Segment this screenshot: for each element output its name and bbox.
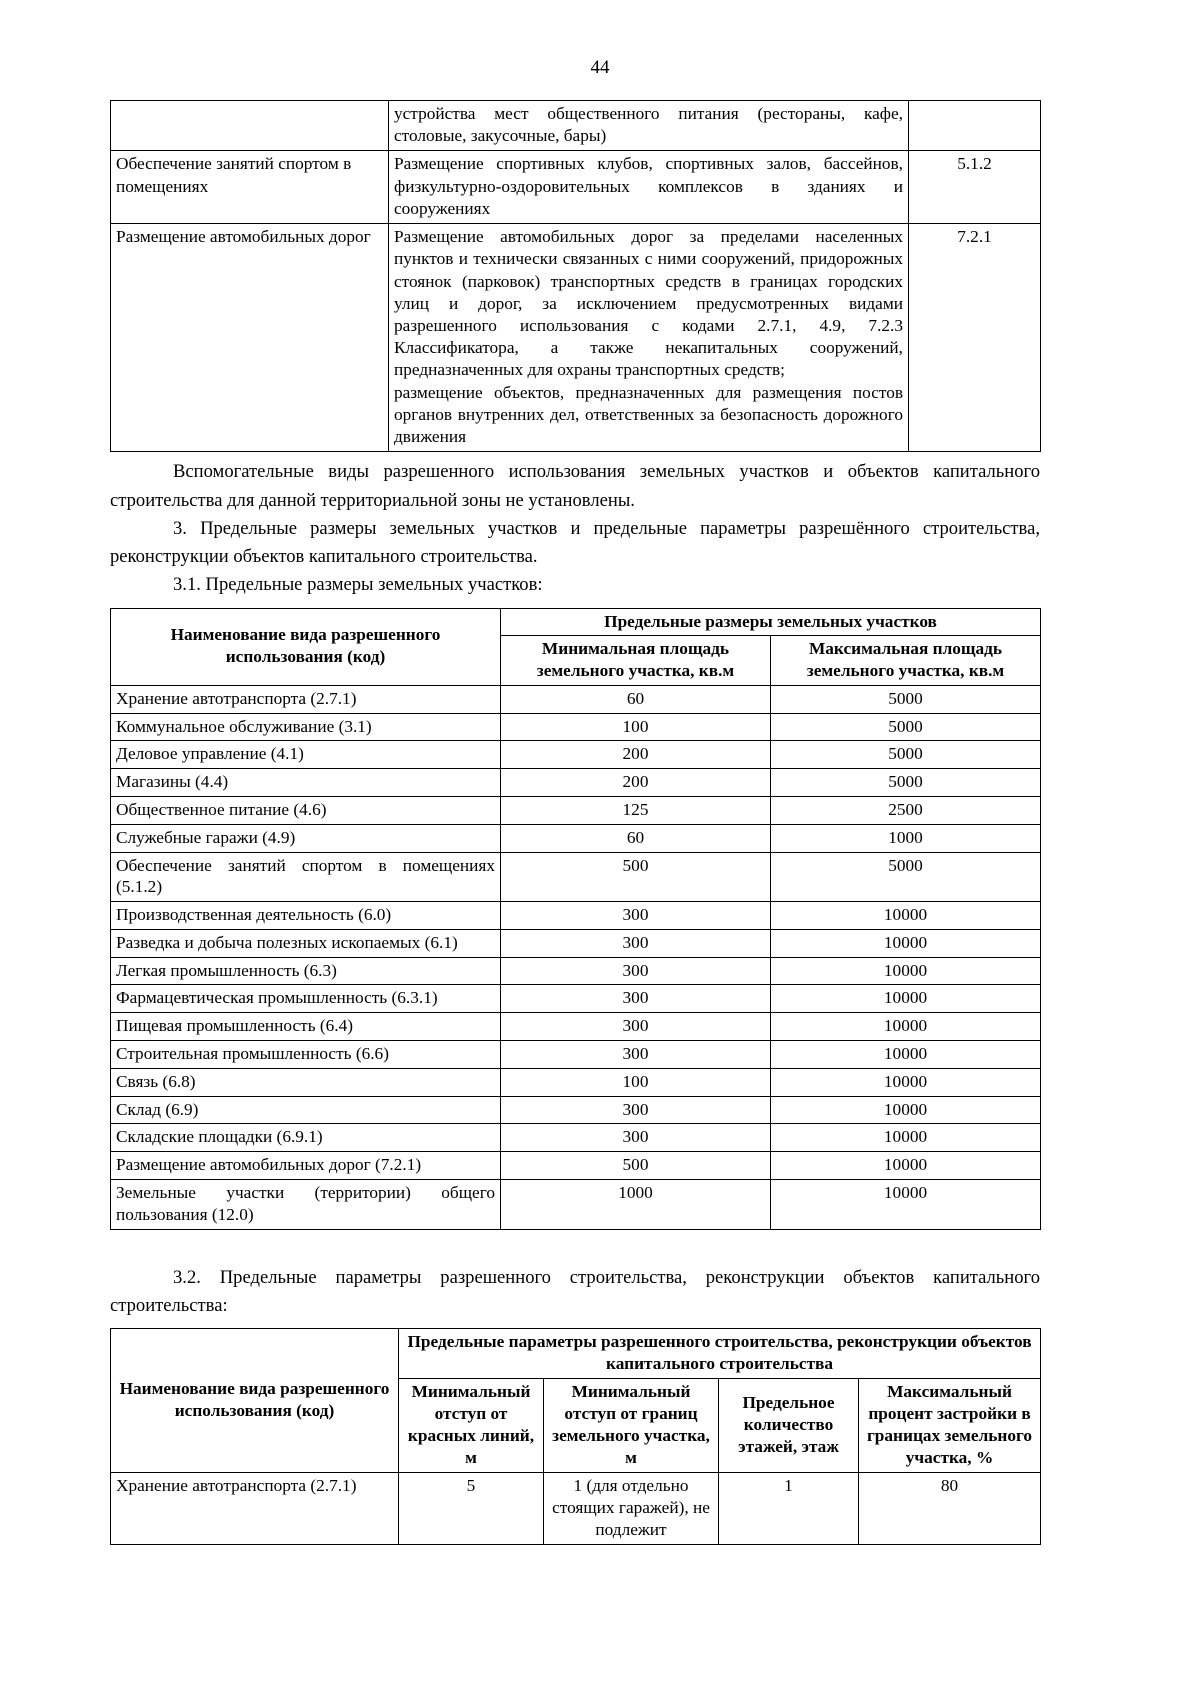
max-area-cell: 5000 [771,685,1041,713]
use-name-cell: Связь (6.8) [111,1068,501,1096]
use-name-cell: Коммунальное обслуживание (3.1) [111,713,501,741]
use-name-cell: Складские площадки (6.9.1) [111,1124,501,1152]
min-area-cell: 300 [501,957,771,985]
min-area-cell: 125 [501,797,771,825]
table-row [111,224,1041,452]
header-max-build-percent: Максимальный процент застройки в границах земельного участка, % [859,1378,1041,1472]
use-name-cell: Легкая промышленность (6.3) [111,957,501,985]
table-row [111,1472,1041,1544]
building-parameters-table [110,1328,1041,1545]
header-min-plot-borders: Минимальный отступ от границ земельного участка, м [544,1378,719,1472]
use-name-cell: Склад (6.9) [111,1096,501,1124]
header-use-name: Наименование вида разрешенного использования (код) [111,608,501,685]
max-area-cell: 5000 [771,852,1041,902]
min-area-cell: 300 [501,1124,771,1152]
table-row [111,824,1041,852]
max-area-cell: 10000 [771,1096,1041,1124]
table-row [111,1068,1041,1096]
use-code-cell: 5.1.2 [909,151,1041,224]
max-build-percent-cell: 80 [859,1472,1041,1544]
table-row [111,852,1041,902]
table-row [111,1013,1041,1041]
header-min-red-lines: Минимальный отступ от красных линий, м [399,1378,544,1472]
table-row [111,101,1041,151]
use-description-cell [389,224,909,452]
header-max-floors: Предельное количество этажей, этаж [719,1378,859,1472]
table-row [111,741,1041,769]
use-name-cell: Служебные гаражи (4.9) [111,824,501,852]
max-area-cell: 2500 [771,797,1041,825]
min-area-cell: 100 [501,713,771,741]
table-row [111,1124,1041,1152]
use-name-cell: Размещение автомобильных дорог [111,224,389,452]
table-row [111,929,1041,957]
min-area-cell: 300 [501,1096,771,1124]
max-area-cell: 5000 [771,741,1041,769]
max-area-cell: 10000 [771,1179,1041,1229]
min-area-cell: 300 [501,929,771,957]
auxiliary-uses-paragraph: Вспомогательные виды разрешенного использования земельных участков и объектов капитального строительства для данной территориальной зоны не установлены. [110,461,1040,511]
building-parameters-body [111,1472,1041,1544]
page-number: 44 [590,57,610,78]
max-area-cell: 10000 [771,902,1041,930]
use-code-cell [909,101,1041,151]
use-name-cell: Строительная промышленность (6.6) [111,1041,501,1069]
section-3-1-heading: 3.1. Предельные размеры земельных участков: [173,574,543,596]
use-name-cell: Общественное питание (4.6) [111,797,501,825]
min-plot-borders-cell: 1 (для отдельно стоящих гаражей), не подлежит [544,1472,719,1544]
use-description-cell: устройства мест общественного питания (рестораны, кафе, столовые, закусочные, бары) [389,101,909,151]
min-area-cell: 300 [501,1041,771,1069]
table-row [111,1041,1041,1069]
min-red-lines-cell: 5 [399,1472,544,1544]
max-area-cell: 5000 [771,769,1041,797]
use-name-cell: Размещение автомобильных дорог (7.2.1) [111,1152,501,1180]
max-area-cell: 10000 [771,1124,1041,1152]
use-name-cell: Фармацевтическая промышленность (6.3.1) [111,985,501,1013]
table-row [111,769,1041,797]
min-area-cell: 300 [501,1013,771,1041]
max-area-cell: 10000 [771,985,1041,1013]
min-area-cell: 300 [501,902,771,930]
min-area-cell: 500 [501,1152,771,1180]
max-area-cell: 10000 [771,929,1041,957]
use-name-cell: Хранение автотранспорта (2.7.1) [111,1472,399,1544]
table-row [111,1179,1041,1229]
table-row [111,902,1041,930]
use-name-cell: Магазины (4.4) [111,769,501,797]
min-area-cell: 200 [501,741,771,769]
page-body [110,100,1040,1545]
section-spacer [110,1230,1040,1264]
table-header-row [111,1329,1041,1379]
use-name-cell: Обеспечение занятий спортом в помещениях [111,151,389,224]
use-name-cell: Пищевая промышленность (6.4) [111,1013,501,1041]
use-description-cell: Размещение спортивных клубов, спортивных залов, бассейнов, физкультурно-оздоровительных комплексов в зданиях и сооружениях [389,151,909,224]
section-3-2-heading: 3.2. Предельные параметры разрешенного строительства, реконструкции объектов капитального строительства: [110,1266,1040,1316]
max-area-cell: 10000 [771,957,1041,985]
header-max-area: Максимальная площадь земельного участка, кв.м [771,636,1041,686]
use-description-paragraph-2: размещение объектов, предназначенных для размещения постов органов внутренних дел, ответственных за безопасность дорожного движения [394,382,903,447]
min-area-cell: 60 [501,685,771,713]
min-area-cell: 1000 [501,1179,771,1229]
table-row [111,985,1041,1013]
table-row [111,797,1041,825]
min-area-cell: 500 [501,852,771,902]
max-floors-cell: 1 [719,1472,859,1544]
use-description-paragraph-1: Размещение автомобильных дорог за пределами населенных пунктов и технически связанных с ними сооружений, придорожных стоянок (парковок) транспортных средств в границах городских улиц и дорог, за исключением предусмотренных видами разрешенного использования с кодами 2.7.1, 4.9, 7.2.3 Классификатора, а также некапитальных сооружений, предназначенных для охраны транспортных средств; [394,227,903,380]
table-row [111,713,1041,741]
permitted-use-table [110,100,1041,452]
use-name-cell: Земельные участки (территории) общего пользования (12.0) [111,1179,501,1229]
header-min-area: Минимальная площадь земельного участка, кв.м [501,636,771,686]
table-header-row [111,608,1041,636]
table-row [111,151,1041,224]
header-use-name: Наименование вида разрешенного использования (код) [111,1329,399,1473]
min-area-cell: 200 [501,769,771,797]
use-name-cell [111,101,389,151]
max-area-cell: 1000 [771,824,1041,852]
table-row [111,1096,1041,1124]
table-row [111,685,1041,713]
use-code-cell: 7.2.1 [909,224,1041,452]
section-3-paragraph: 3. Предельные размеры земельных участков и предельные параметры разрешённого строительства, реконструкции объектов капитального строительства. [110,517,1040,568]
max-area-cell: 10000 [771,1152,1041,1180]
max-area-cell: 10000 [771,1041,1041,1069]
use-name-cell: Производственная деятельность (6.0) [111,902,501,930]
max-area-cell: 10000 [771,1013,1041,1041]
min-area-cell: 100 [501,1068,771,1096]
plot-size-limits-body [111,685,1041,1229]
use-name-cell: Деловое управление (4.1) [111,741,501,769]
max-area-cell: 5000 [771,713,1041,741]
use-name-cell: Хранение автотранспорта (2.7.1) [111,685,501,713]
min-area-cell: 60 [501,824,771,852]
table-row [111,1152,1041,1180]
use-name-cell: Разведка и добыча полезных ископаемых (6.1) [111,929,501,957]
use-name-cell: Обеспечение занятий спортом в помещениях (5.1.2) [111,852,501,902]
plot-size-limits-table [110,608,1041,1230]
min-area-cell: 300 [501,985,771,1013]
max-area-cell: 10000 [771,1068,1041,1096]
header-parameters-group: Предельные параметры разрешенного строительства, реконструкции объектов капитального строительства [399,1329,1041,1379]
header-size-group: Предельные размеры земельных участков [501,608,1041,636]
table-row [111,957,1041,985]
